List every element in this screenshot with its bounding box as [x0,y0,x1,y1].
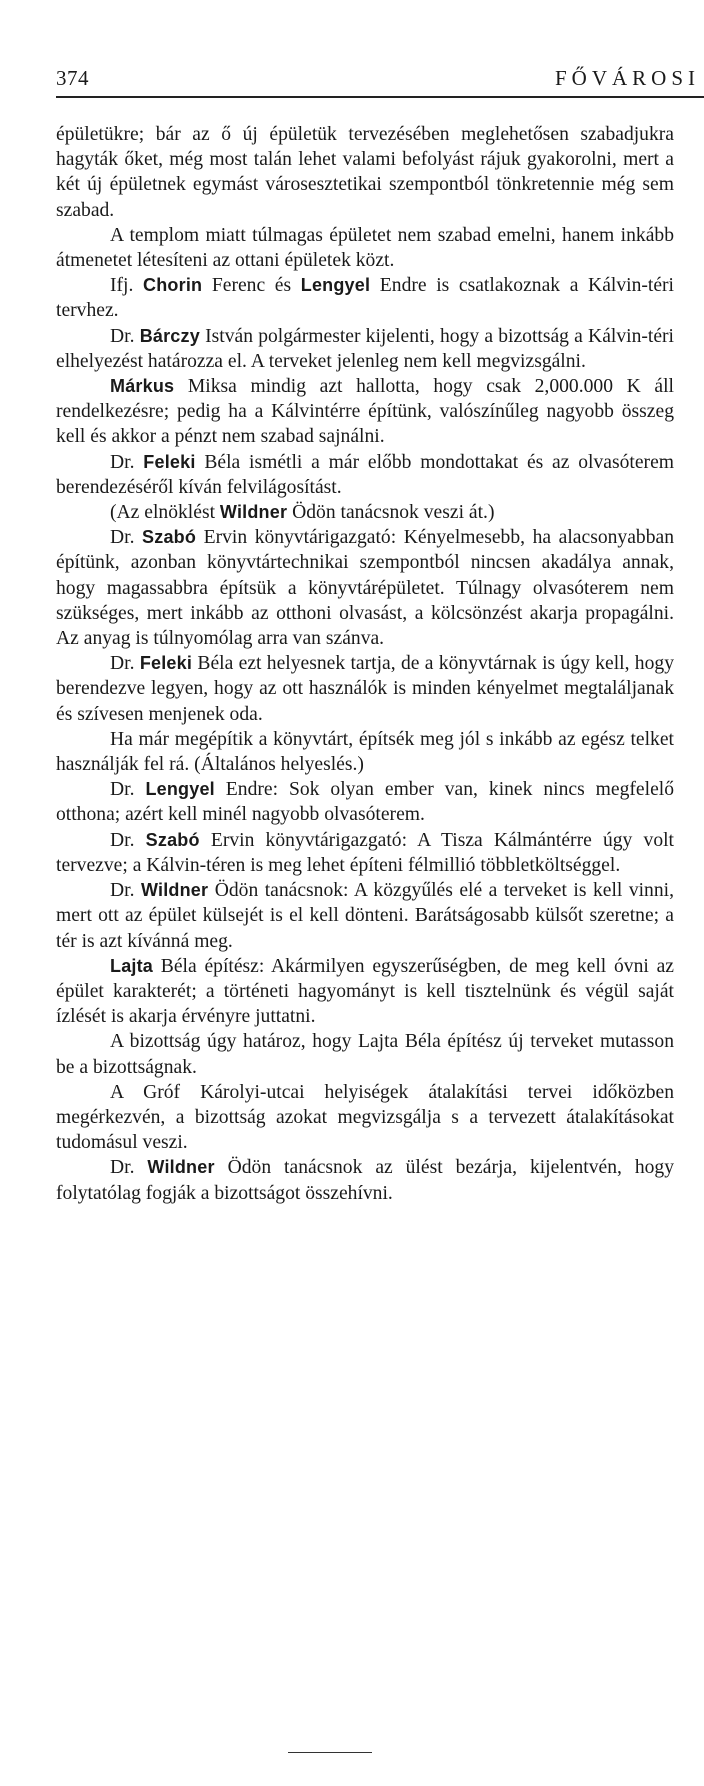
paragraph [56,525,674,651]
speaker-name: Wildner [147,1157,215,1178]
speaker-name: Lajta [110,955,154,976]
paragraph [56,1029,674,1079]
header-rule [56,96,704,98]
paragraph-text: Dr. [110,1157,148,1179]
speaker-name: Wildner [219,502,288,523]
paragraph-text: Ervin könyvtárigazgató: Kényelmesebb, ha alacsonyabban építünk, azonban könyvtártechnikai szempontból nincsen akadálya annak, hogy magassabbra építsük a könyvtárépületet. Túlnagy olvasóterem nem szükséges, mert inkább az otthoni olvasást, a kölcsönzést akarja propagálni. Az anyag is túlnyomólag arra van szánva. [56,527,674,650]
paragraph-text: (Az elnöklést [110,502,220,524]
paragraph-text: Ifj. [110,275,144,297]
paragraph-text: Ferenc és [202,275,301,297]
paragraph-text: Dr. [110,779,146,801]
speaker-name: Márkus [110,376,175,397]
paragraph [56,273,674,323]
paragraph [56,954,674,1030]
speaker-name: Feleki [143,451,196,472]
paragraph-text: István polgármester kijelenti, hogy a bizottság a Kálvin-téri elhelyezést határozza el. A terveket jelenleg nem kell megvizsgálni. [56,325,674,372]
paragraph-text: épületükre; bár az ő új épületük tervezésében meglehetősen szabadjukra hagyták őket, még most talán lehet valami befolyást rájuk gyakorolni, mert a két új épületnek egymást városesztetikai szempontból tönkretennie még sem szabad. [56,124,674,221]
paragraph-text: Dr. [110,325,140,347]
speaker-name: Chorin [143,275,203,296]
page-header [56,52,704,92]
paragraph [56,1080,674,1156]
paragraph-text: Miksa mindig azt hallotta, hogy csak 2,000.000 K áll rendelkezésre; pedig ha a Kálvintérre építünk, valószínűleg nagyobb összeg kell és akkor a pénzt nem szabad sajnálni. [56,376,674,448]
running-title: FŐVÁROSI [554,66,700,90]
speaker-name: Lengyel [300,275,371,296]
end-rule [288,1752,372,1753]
paragraph-text: Dr. [110,527,143,549]
speaker-name: Lengyel [145,779,215,800]
speaker-name: Wildner [140,880,209,901]
paragraph [56,122,674,223]
paragraph [56,450,674,500]
paragraph-text: Dr. [110,880,141,902]
paragraph [56,324,674,374]
paragraph-text: Ha már megépítik a könyvtárt, építsék meg jól s inkább az egész telket használják fel rá. (Általános helyeslés.) [56,728,674,776]
paragraph [56,777,674,827]
paragraph-text: Dr. [110,829,146,851]
paragraph [56,828,674,878]
paragraph-text: Dr. [110,451,144,473]
paragraph-text: Ödön tanácsnok veszi át.) [287,502,495,524]
paragraph-text: Endre: Sok olyan ember van, kinek nincs megfelelő otthona; azért kell minél nagyobb olvasóterem. [56,779,675,826]
paragraph-text: A Gróf Károlyi-utcai helyiségek átalakítási tervei időközben megérkezvén, a bizottság azokat megvizsgálja s a tervezett átalakításokat tudomásul veszi. [56,1081,674,1154]
paragraph-text: Ödön tanácsnok: A közgyűlés elé a terveket is kell vinni, mert ott az épület külsejét is el kell dönteni. Barátságosabb külsőt szeretne; a tér is azt kívánná meg. [56,880,674,952]
paragraph-text: Endre is csatlakoznak a Kálvin-téri tervhez. [56,275,675,322]
speaker-name: Szabó [145,829,200,850]
page-number: 374 [56,66,89,90]
speaker-name: Bárczy [139,325,200,346]
paragraph [56,1155,674,1205]
paragraph [56,500,674,525]
paragraph [56,374,674,450]
paragraph [56,727,674,777]
paragraph [56,878,674,954]
paragraph-text: Dr. [110,653,140,675]
paragraph-text: A templom miatt túlmagas épületet nem szabad emelni, hanem inkább átmenetet létesíteni az ottani épületek közt. [56,224,674,272]
paragraph-text: Béla építész: Akármilyen egyszerűségben, de meg kell óvni az épület karakterét; a történeti hagyományt is kell tisztelnünk és végül saját ízlését is akarja érvényre juttatni. [56,955,674,1028]
paragraph-text: A bizottság úgy határoz, hogy Lajta Béla építész új terveket mutasson be a bizottságnak. [56,1031,674,1078]
paragraph-text: Béla ezt helyesnek tartja, de a könyvtárnak is úgy kell, hogy berendezve legyen, hogy az ott használók is minden kényelmet megtaláljanak és szívesen menjenek oda. [56,653,674,725]
paragraph [56,223,674,273]
paragraph-text: Ervin könyvtárigazgató: A Tisza Kálmántérre úgy volt tervezve; a Kálvin-téren is meg lehet építeni félmillió többletköltséggel. [56,829,675,876]
speaker-name: Szabó [142,527,197,548]
paragraph [56,651,674,727]
paragraph-text: Béla ismétli a már előbb mondottakat és az olvasóterem berendezéséről kíván felvilágosítást. [56,451,675,498]
speaker-name: Feleki [139,653,193,674]
paragraph-text: Ödön tanácsnok az ülést bezárja, kijelentvén, hogy folytatólag fogják a bizottságot összehívni. [56,1157,675,1204]
article-body [56,122,674,1206]
